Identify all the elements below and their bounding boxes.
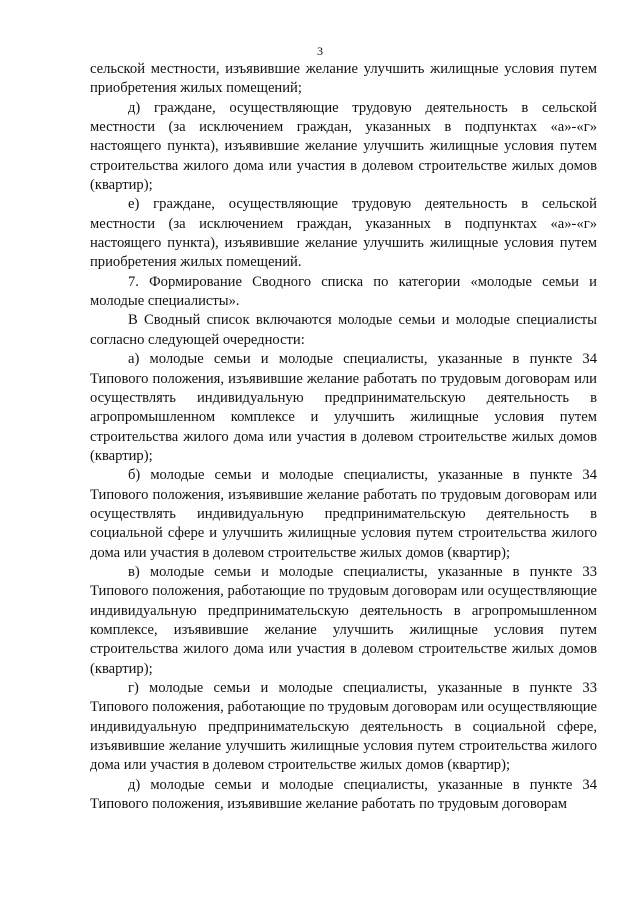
paragraph-item-b: б) молодые семьи и молодые специалисты, указанные в пункте 34 Типового положения, изъявившие желание работать по трудовым договорам или осуществлять индивидуальную предпринимательскую деятельность в социальной сфере и улучшить жилищные условия путем строительства жилого дома или участия в долевом строительстве жилых домов (квартир); bbox=[90, 467, 597, 561]
section-heading-7: 7. Формирование Сводного списка по категории «молодые семьи и молодые специалисты». bbox=[90, 273, 597, 310]
paragraph-intro: В Сводный список включаются молодые семьи и молодые специалисты согласно следующей очередности: bbox=[90, 312, 597, 348]
paragraph-item-v: в) молодые семьи и молодые специалисты, указанные в пункте 33 Типового положения, работающие по трудовым договорам или осуществляющие индивидуальную предпринимательскую деятельность в агропромышленном комплексе, изъявившие желание улучшить жилищные условия путем строительства жилого дома или участия в долевом строительстве жилых домов (квартир); bbox=[90, 563, 597, 677]
page-number: 3 bbox=[317, 44, 323, 58]
paragraph-continuation: сельской местности, изъявившие желание улучшить жилищные условия путем приобретения жилых помещений; bbox=[90, 61, 597, 97]
paragraph-item-a: а) молодые семьи и молодые специалисты, указанные в пункте 34 Типового положения, изъявившие желание работать по трудовым договорам или осуществлять индивидуальную предпринимательскую деятельность в агропромышленном комплексе и улучшить жилищные условия путем строительства жилого дома или участия в долевом строительстве жилых домов (квартир); bbox=[90, 351, 597, 464]
paragraph-item-e: е) граждане, осуществляющие трудовую деятельность в сельской местности (за исключением граждан, указанных в подпунктах «а»-«г» настоящего пункта), изъявившие желание улучшить жилищные условия путем приобретения жилых помещений. bbox=[90, 196, 597, 271]
paragraph-item-g: г) молодые семьи и молодые специалисты, указанные в пункте 33 Типового положения, работающие по трудовым договорам или осуществляющие индивидуальную предпринимательскую деятельность в социальной сфере, изъявившие желание улучшить жилищные условия путем строительства жилого дома или участия в долевом строительстве жилых домов (квартир); bbox=[90, 680, 597, 774]
paragraph-item-d: д) граждане, осуществляющие трудовую деятельность в сельской местности (за исключением граждан, указанных в подпунктах «а»-«г» настоящего пункта), изъявившие желание улучшить жилищные условия путем строительства жилого дома или участия в долевом строительстве жилых домов (квартир); bbox=[90, 99, 597, 194]
paragraph-item-d2: д) молодые семьи и молодые специалисты, указанные в пункте 34 Типового положения, изъявившие желание работать по трудовым договорам bbox=[90, 776, 597, 813]
document-body bbox=[90, 60, 597, 814]
